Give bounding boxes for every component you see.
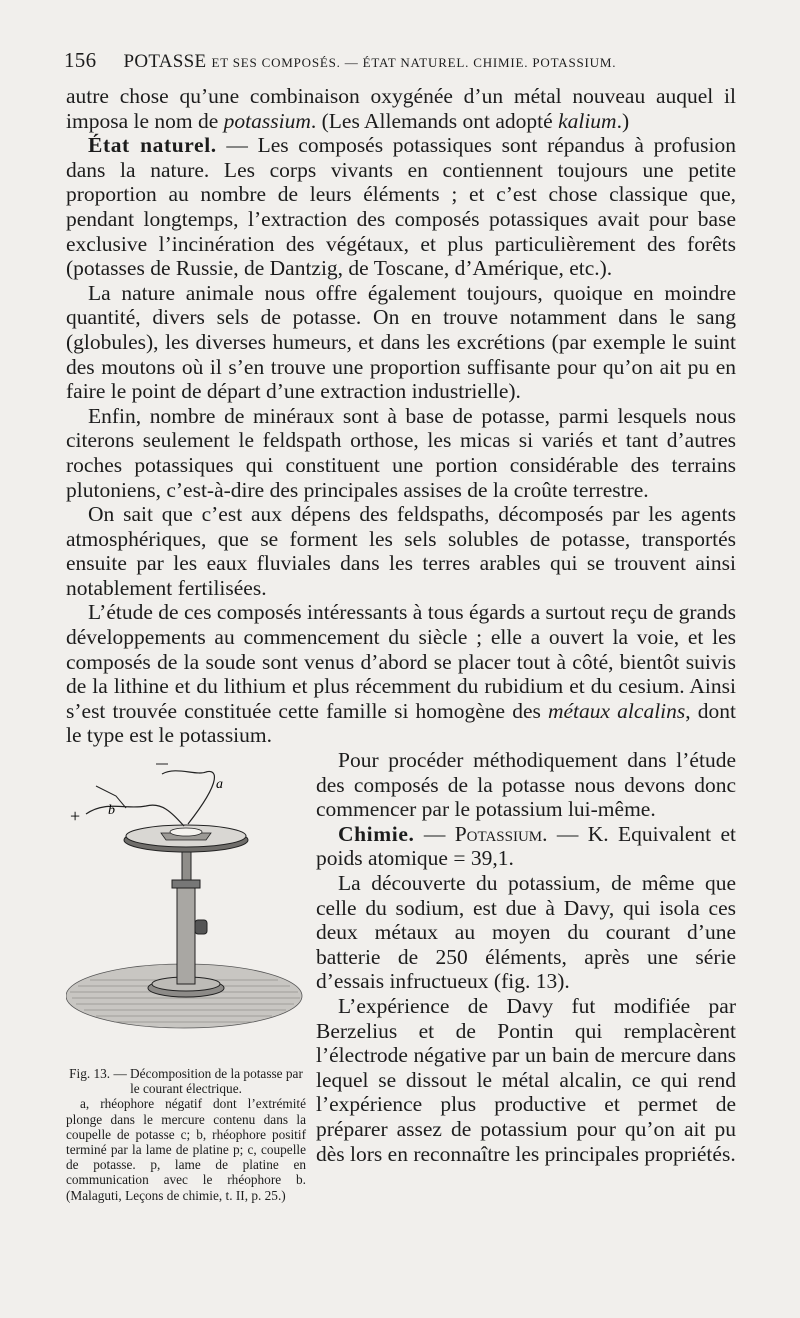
body-text [66,84,736,1243]
p6-text-b: , dont le type est le potassium. [66,698,736,748]
label-a: a [216,777,223,793]
p1-text-a: autre chose qu’une combinaison oxygénée d’un métal nouveau auquel il imposa le nom de [66,84,736,133]
p2-text: — Les composés potassiques sont répandus à profusion dans la nature. Les corps vivants en contiennent toujours une petite proportion au nombre de leurs éléments ; et c’est chose classique que, pendant longtemps, l’extraction des composés potassiques avait pour base exclusive l’incinération des végétaux, et plus particulièrement des forêts (potasses de Russie, de Dantzig, de Toscane, d’Amérique, etc.). [66,133,736,281]
paragraph-3: La nature animale nous offre également toujours, quoique en moindre quantité, divers sels de potasse. On en trouve notamment dans le sang (globules), les diverses humeurs, et dans les excrétions (par exemple le suint des moutons où il s’en trouve une proportion suffisante pour qu’on ait pu en faire le point de départ d’une extraction industrielle). [66,280,736,404]
p6-em-metaux-alcalins: métaux alcalins [547,698,686,723]
figure-caption [66,1066,306,1203]
caption-title: Fig. 13. — Décomposition de la potasse par le courant électrique. [69,1066,303,1097]
running-header [64,48,744,73]
figure-13 [66,750,306,1243]
paragraph-7: Pour procéder méthodiquement dans l’étude des composés de la potasse nous devons donc commencer par le potassium lui-même. [316,748,736,822]
label-plus: + [70,806,81,827]
right-column-text [316,748,736,1166]
paragraph-5: On sait que c’est aux dépens des feldspaths, décomposés par les agents atmosphériques, que se forment les sels solubles de potasse, transportés ensuite par les eaux fluviales dans les terres arables qui se trouvent ainsi notablement fertilisées. [66,502,736,600]
paragraph-etat-naturel [66,133,736,281]
paragraph-1 [66,84,736,133]
electrolysis-apparatus-illustration [66,756,306,1056]
p1-text-c: .) [616,108,630,133]
p8-text: — K. Equivalent et poids atomique = 39,1. [316,821,736,871]
p1-em-potassium: potassium [223,108,311,133]
header-title-rest: ET SES COMPOSÉS. — ÉTAT NATUREL. CHIMIE. POTASSIUM. [211,55,617,70]
p6-text-a: L’étude de ces composés intéressants à tous égards a surtout reçu de grands développements au commencement du siècle ; elle a ouvert la voie, et les composés de la soude sont venus d’abord se placer tout à côté, bientôt suivis de la lithine et du lithium et plus récemment du rubidium et du cesium. Ainsi s’est trouvée constituée cette famille si homogène des [66,600,736,723]
paragraph-10: L’expérience de Davy fut modifiée par Berzelius et de Pontin qui remplacèrent l’électrode négative par un bain de mercure dans lequel se dissout le métal alcalin, ce qui rend l’expérience plus productive et permet de préparer assez de potassium pour qu’on ait pu dès lors en reconnaître les principales propriétés. [316,993,736,1166]
paragraph-chimie: Chimie. — Potassium. — K. Equivalent et poids atomique = 39,1. [316,821,736,871]
section-heading-chimie: Chimie. [338,821,415,846]
p1-text-b: . (Les Allemands ont adopté [310,108,559,133]
caption-legend: a, rhéophore négatif dont l’extrémité plonge dans le mercure contenu dans la coupelle de potasse c; b, rhéophore positif terminé par la lame de platine p; c, coupelle de potasse. p, lame de platine en communication avec le rhéophore b. (Malaguti, Leçons de chimie, t. II, p. 25.) [66,1096,306,1203]
p1-em-kalium: kalium [558,108,617,133]
paragraph-9: La découverte du potassium, de même que celle du sodium, est due à Davy, qui isola ces deux métaux au moyen du courant d’une batterie de 250 éléments, après une série d’essais infructueux (fig. 13). [316,871,736,994]
potassium-smallcaps: Potassium. [454,821,548,846]
paragraph-6-start [66,600,736,748]
section-heading-etat-naturel: État naturel. [88,133,217,158]
paragraph-4: Enfin, nombre de minéraux sont à base de potasse, parmi lesquels nous citerons seulement le feldspath orthose, les micas si variés et tant d’autres roches potassiques qui constituent une portion considérable des terrains plutoniens, c’est-à-dire des principales assises de la croûte terrestre. [66,403,736,502]
header-title-main: POTASSE [123,51,207,72]
label-b: b [108,803,115,819]
page-number: 156 [64,48,97,72]
